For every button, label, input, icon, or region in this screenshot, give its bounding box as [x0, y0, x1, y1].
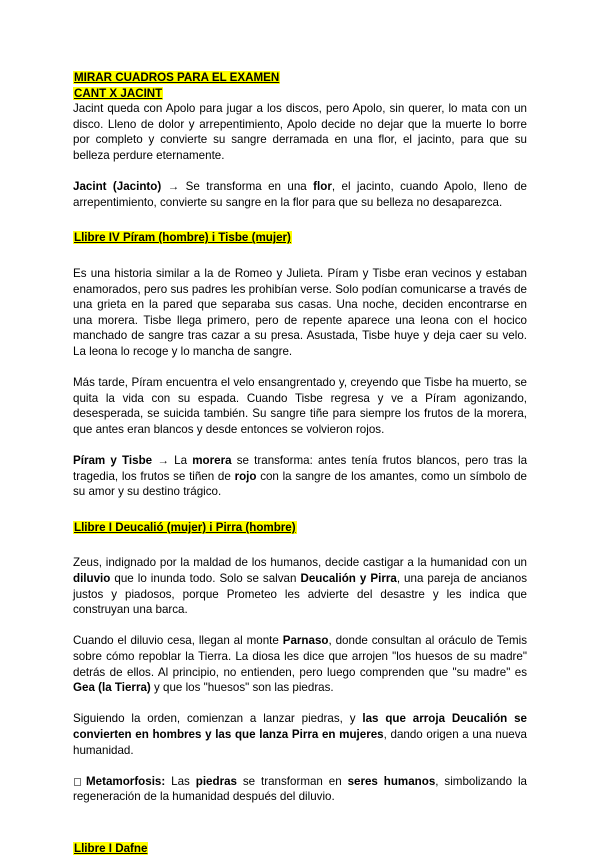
- deucalio-p3-bold: las que arroja Deucalión se convierten en hombres y las que lanza Pirra en mujeres: [73, 712, 528, 741]
- piram-summary-rojo: rojo: [234, 469, 257, 483]
- deucalio-p3-text-a: Siguiendo la orden, comienzan a lanzar piedras, y: [73, 712, 363, 726]
- deucalio-paragraph-2: [73, 633, 527, 695]
- piram-summary: [73, 453, 527, 500]
- metamorfosis-text-a: Las: [165, 774, 196, 788]
- deucalio-metamorfosis: [73, 774, 527, 805]
- piram-summary-text-b: se transforma: antes tenía frutos blancos, pero tras la tragedia, los frutos se tiñen de: [73, 454, 528, 483]
- metamorfosis-text-c: , simbolizando la regeneración de la humanidad después del diluvio.: [73, 774, 527, 804]
- deucalio-p2-text-c: , donde consultan al oráculo de Temis sobre cómo repoblar la Tierra. La diosa les dice que arrojen "los huesos de su madre" detrás de ellos. Al principio, no entienden, pero luego comprenden que "su madre" es: [73, 634, 527, 679]
- deucalio-p2-text-d: y que los "huesos" son las piedras.: [150, 681, 334, 695]
- jacint-summary-text-a: → Se transforma en una: [161, 180, 314, 194]
- title-line-1: MIRAR CUADROS PARA EL EXAMEN: [74, 71, 280, 84]
- piram-summary-text-c: con la sangre de los amantes, como un símbolo de su amor y su destino trágico.: [73, 469, 527, 499]
- jacint-paragraph: Jacint queda con Apolo para jugar a los discos, pero Apolo, sin querer, lo mata con un disco. Lleno de dolor y arrepentimiento, Apolo decide no dejar que la muerte lo borre por completo y convierte su sangre derramada en una flor, el jacinto, para que su belleza perdure eternamente.: [73, 102, 527, 162]
- metamorfosis-text-b: se transforman en: [236, 774, 348, 788]
- jacint-summary-term: Jacint (Jacinto): [73, 180, 162, 194]
- dafne-heading: Llibre I Dafne: [74, 841, 148, 855]
- deucalio-p3-text-c: , dando origen a una nueva humanidad.: [73, 727, 527, 757]
- deucalio-paragraph-1: [73, 555, 527, 617]
- jacint-summary-text-b: , el jacinto, cuando Apolo, lleno de arrepentimiento, convierte su sangre en la flor para que su belleza no desaparezca.: [73, 180, 527, 209]
- deucalio-p1-names: Deucalión y Pirra: [300, 572, 397, 586]
- piram-summary-morera: morera: [192, 454, 232, 468]
- piram-paragraph-1: Es una historia similar a la de Romeo y Julieta. Píram y Tisbe eran vecinos y estaban enamorados, pero sus padres les prohibían verse. Solo podían comunicarse a través de una grieta en la pared que separaba sus casas. Una noche, deciden encontrarse en una morera. Tisbe llega primero, pero de repente aparece una leona con el hocico manchado de sangre tras cazar a su presa. Asustada, Tisbe huye y deja caer su velo. La leona lo recoge y lo mancha de sangre.: [73, 266, 527, 358]
- piram-summary-term: Píram y Tisbe: [73, 454, 153, 468]
- piram-heading: Llibre IV Píram (hombre) i Tisbe (mujer): [74, 231, 291, 245]
- metamorfosis-seres: seres humanos: [347, 774, 436, 788]
- deucalio-p2-parnaso: Parnaso: [282, 634, 329, 648]
- title-line-2: CANT X JACINT: [74, 86, 163, 100]
- deucalio-p1-text-a: Zeus, indignado por la maldad de los humanos, decide castigar a la humanidad con un: [73, 556, 527, 570]
- title-block: [73, 70, 527, 101]
- deucalio-paragraph-3: [73, 711, 527, 758]
- checkbox-bullet-icon: [74, 778, 81, 786]
- deucalio-p1-text-c: que lo inunda todo. Solo se salvan: [110, 572, 301, 586]
- deucalio-p2-gea: Gea (la Tierra): [73, 681, 151, 695]
- document-content: [73, 70, 527, 856]
- deucalio-p1-text-d: , una pareja de ancianos justos y piadosos, porque Prometeo les advierte del desastre y les indica que construyan una barca.: [73, 572, 528, 617]
- metamorfosis-piedras: piedras: [195, 774, 237, 788]
- jacint-summary-flor: flor: [313, 180, 332, 194]
- piram-summary-text-a: → La: [152, 454, 193, 468]
- deucalio-p1-diluvio: diluvio: [73, 572, 111, 586]
- metamorfosis-label: Metamorfosis:: [86, 774, 166, 788]
- deucalio-p2-text-a: Cuando el diluvio cesa, llegan al monte: [73, 634, 283, 648]
- piram-paragraph-2: Más tarde, Píram encuentra el velo ensangrentado y, creyendo que Tisbe ha muerto, se quita la vida con su espada. Cuando Tisbe regresa y ve a Píram agonizando, desesperada, se suicida también. Su sangre tiñe para siempre los frutos de la morera, que antes eran blancos y desde entonces se volvieron rojos.: [73, 376, 527, 436]
- deucalio-heading: Llibre I Deucalió (mujer) i Pirra (hombre): [74, 520, 296, 534]
- jacint-summary: [73, 179, 527, 210]
